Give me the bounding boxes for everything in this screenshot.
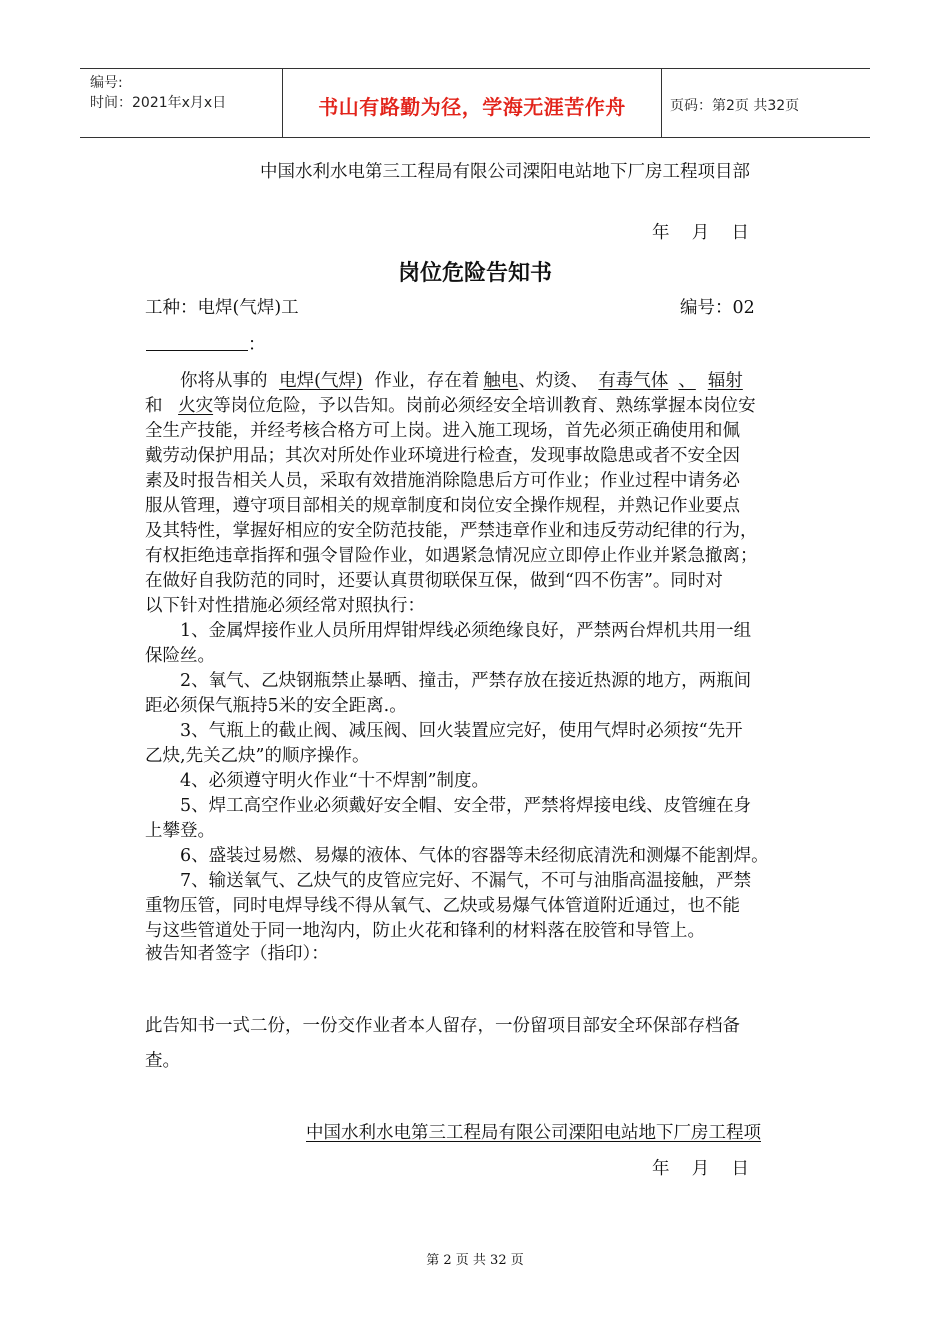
date-top: 年 月 日 — [652, 223, 750, 243]
body-line: 以下针对性措施必须经常对照执行： — [145, 596, 425, 616]
page-label: 页码：第2页 共32页 — [670, 98, 800, 114]
measure-2-line-1: 2、氧气、乙炔钢瓶禁止暴晒、撞击，严禁存放在接近热源的地方，两瓶间 — [180, 671, 752, 691]
hazard-fire: 火灾 — [178, 396, 214, 416]
measure-5-line-2: 上攀登。 — [145, 821, 215, 841]
header-motto-cell — [283, 69, 662, 137]
hazard-toxic-gas: 有毒气体 — [598, 371, 669, 391]
body-line: 在做好自我防范的同时，还要认真贯彻联保互保，做到“四不伤害”。同时对 — [145, 571, 723, 591]
hazard-radiation: 辐射 — [707, 371, 743, 391]
measure-3-line-1: 3、气瓶上的截止阀、减压阀、回火装置应完好，使用气焊时必须按“先开 — [180, 721, 743, 741]
body-line: 戴劳动保护用品；其次对所处作业环境进行检查，发现事故隐患或者不安全因 — [145, 446, 740, 466]
time-label: 时间：2021年x月x日 — [90, 95, 227, 111]
measure-7-line-3: 与这些管道处于同一地沟内，防止火花和锋利的材料落在胶管和导管上。 — [145, 921, 705, 941]
work-type: 工种：电焊(气焊)工 — [145, 298, 299, 318]
doc-number: 编号：02 — [680, 298, 755, 318]
org-name-bottom: 中国水利水电第三工程局有限公司溧阳电站地下厂房工程项 — [306, 1123, 761, 1143]
date-bottom: 年 月 日 — [652, 1159, 750, 1179]
copies-line-1: 此告知书一式二份，一份交作业者本人留存，一份留项目部安全环保部存档备 — [145, 1016, 740, 1036]
measure-7-line-2: 重物压管，同时电焊导线不得从氧气、乙炔或易爆气体管道附近通过，也不能 — [145, 896, 740, 916]
addressee-colon: ： — [248, 335, 266, 355]
body-line-2 — [145, 394, 756, 419]
measure-2-line-2: 距必须保气瓶持5米的安全距离.。 — [145, 696, 407, 716]
header-page-cell — [662, 69, 870, 137]
org-name-top: 中国水利水电第三工程局有限公司溧阳电站地下厂房工程项目部 — [260, 162, 750, 182]
page-footer: 第 2 页 共 32 页 — [426, 1253, 524, 1268]
body-line: 及其特性，掌握好相应的安全防范技能，严禁违章作业和违反劳动纪律的行为， — [145, 521, 758, 541]
addressee-blank — [146, 350, 248, 351]
body-line: 全生产技能，并经考核合格方可上岗。进入施工现场，首先必须正确使用和佩 — [145, 421, 740, 441]
intro-line — [180, 369, 743, 394]
measure-1-line-2: 保险丝。 — [145, 646, 215, 666]
intro-text-2: 作业，存在着 — [374, 371, 480, 391]
measure-1-line-1: 1、金属焊接作业人员所用焊钳焊线必须绝缘良好，严禁两台焊机共用一组 — [180, 621, 752, 641]
hazard-sep-1: 、灼烫、 — [518, 371, 589, 391]
signature-label: 被告知者签字（指印）： — [145, 944, 329, 964]
measure-6: 6、盛装过易燃、易爆的液体、气体的容器等未经彻底清洗和测爆不能割焊。 — [180, 846, 769, 866]
hazard-sep-2: 、 — [678, 371, 696, 391]
copies-line-2: 查。 — [145, 1051, 180, 1071]
intro-text-1: 你将从事的 — [180, 371, 268, 391]
hazard-electric-shock: 触电 — [483, 371, 519, 391]
header-meta-cell — [80, 69, 283, 137]
body-line: 素及时报告相关人员，采取有效措施消除隐患后方可作业；作业过程中请务必 — [145, 471, 740, 491]
job-name: 电焊(气焊) — [279, 371, 363, 391]
body-line: 服从管理，遵守项目部相关的规章制度和岗位安全操作规程，并熟记作业要点 — [145, 496, 740, 516]
document-header — [80, 68, 870, 138]
line2-rest: 等岗位危险，予以告知。岗前必须经安全培训教育、熟练掌握本岗位安 — [213, 396, 756, 416]
body-line: 有权拒绝违章指挥和强令冒险作业，如遇紧急情况应立即停止作业并紧急撤离； — [145, 546, 758, 566]
motto: 书山有路勤为径，学海无涯苦作舟 — [318, 95, 626, 119]
measure-3-line-2: 乙炔,先关乙炔”的顺序操作。 — [145, 746, 370, 766]
number-label: 编号: — [90, 75, 123, 91]
and-text: 和 — [145, 396, 163, 416]
page-title: 岗位危险告知书 — [397, 261, 552, 286]
measure-4: 4、必须遵守明火作业“十不焊割”制度。 — [180, 771, 490, 791]
measure-7-line-1: 7、输送氧气、乙炔气的皮管应完好、不漏气，不可与油脂高温接触，严禁 — [180, 871, 752, 891]
measure-5-line-1: 5、焊工高空作业必须戴好安全帽、安全带，严禁将焊接电线、皮管缠在身 — [180, 796, 752, 816]
